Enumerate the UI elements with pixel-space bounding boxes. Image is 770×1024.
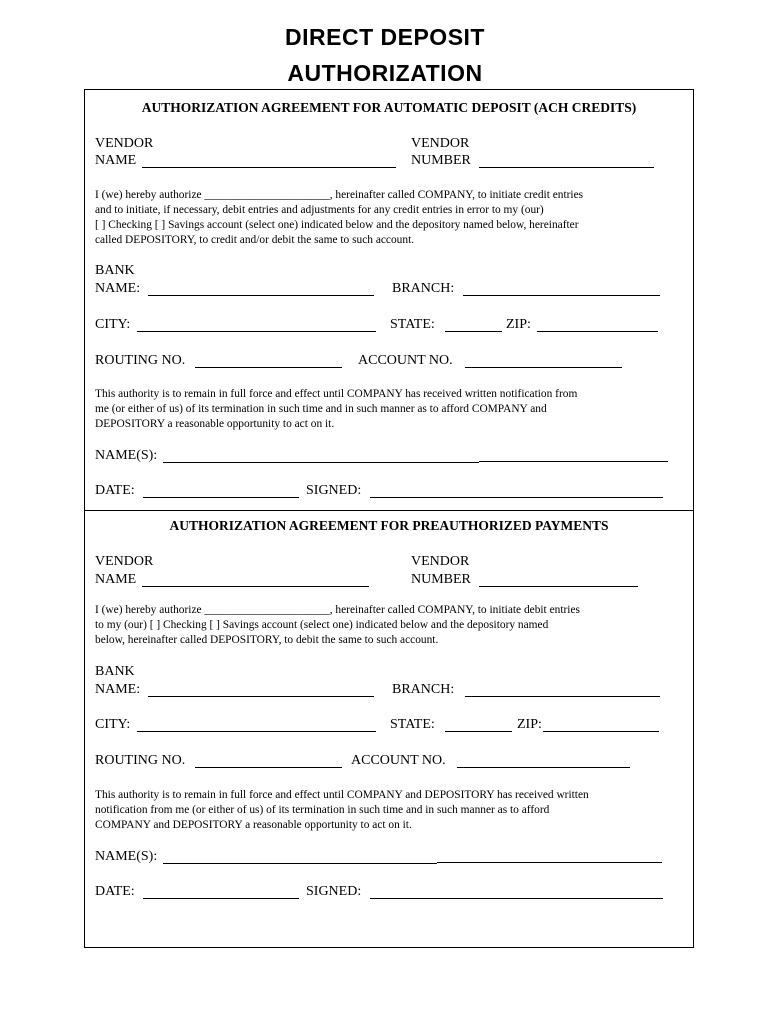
authorization-paragraph-line: I (we) hereby authorize ______________________, hereinafter called COMPANY, to initiate credit entries xyxy=(95,189,584,201)
routing-number-field[interactable] xyxy=(195,367,342,368)
bank-label: BANK xyxy=(95,263,135,278)
date-field[interactable] xyxy=(143,898,299,899)
authority-paragraph-line: This authority is to remain in full force and effect until COMPANY has received written notification from xyxy=(95,388,578,400)
authority-paragraph-line: This authority is to remain in full force and effect until COMPANY and DEPOSITORY has received written xyxy=(95,789,589,801)
ach-credits-section xyxy=(84,89,694,511)
vendor-label: VENDOR xyxy=(95,136,154,151)
zip-field[interactable] xyxy=(543,731,659,732)
account-number-label: ACCOUNT NO. xyxy=(358,353,453,368)
vendor-number-label: NUMBER xyxy=(411,572,471,587)
branch-field[interactable] xyxy=(465,696,660,697)
authorization-paragraph-line: I (we) hereby authorize ______________________, hereinafter called COMPANY, to initiate debit entries xyxy=(95,604,580,616)
preauthorized-payments-section xyxy=(84,510,694,948)
bank-name-label: NAME: xyxy=(95,682,141,697)
city-field[interactable] xyxy=(137,731,376,732)
vendor-label: VENDOR xyxy=(95,554,154,569)
vendor-number-field[interactable] xyxy=(479,167,654,168)
page-title-line1: DIRECT DEPOSIT xyxy=(285,24,485,50)
authority-paragraph-line: DEPOSITORY a reasonable opportunity to act on it. xyxy=(95,418,335,430)
signature-field[interactable] xyxy=(370,898,663,899)
authorization-paragraph-line: [ ] Checking [ ] Savings account (select one) indicated below and the depository named below, hereinafter xyxy=(95,219,579,231)
state-label: STATE: xyxy=(390,717,435,732)
authorization-paragraph-line: to my (our) [ ] Checking [ ] Savings account (select one) indicated below and the depository named xyxy=(95,619,549,631)
zip-label: ZIP: xyxy=(517,717,542,732)
state-label: STATE: xyxy=(390,317,435,332)
signed-label: SIGNED: xyxy=(306,884,362,899)
authority-paragraph-line: me (or either of us) of its termination in such time and in such manner as to afford COMPANY and xyxy=(95,403,547,415)
authorization-paragraph-line: and to initiate, if necessary, debit entries and adjustments for any credit entries in error to my (our) xyxy=(95,204,544,216)
date-field[interactable] xyxy=(143,497,299,498)
bank-name-label: NAME: xyxy=(95,281,141,296)
signature-field[interactable] xyxy=(370,497,663,498)
city-label: CITY: xyxy=(95,717,131,732)
page-title-line2: AUTHORIZATION xyxy=(287,60,483,86)
names-field-extension[interactable] xyxy=(437,862,662,863)
vendor-number-label-top: VENDOR xyxy=(411,136,470,151)
routing-number-field[interactable] xyxy=(195,767,342,768)
zip-label: ZIP: xyxy=(506,317,531,332)
names-label: NAME(S): xyxy=(95,448,158,463)
city-field[interactable] xyxy=(137,331,376,332)
authority-paragraph-line: COMPANY and DEPOSITORY a reasonable opportunity to act on it. xyxy=(95,819,412,831)
date-label: DATE: xyxy=(95,483,135,498)
names-field-extension[interactable] xyxy=(479,461,668,462)
date-label: DATE: xyxy=(95,884,135,899)
branch-label: BRANCH: xyxy=(392,281,455,296)
branch-field[interactable] xyxy=(463,295,660,296)
vendor-number-label-top: VENDOR xyxy=(411,554,470,569)
vendor-name-field[interactable] xyxy=(142,586,369,587)
authority-paragraph-line: notification from me (or either of us) of its termination in such time and in such manner as to afford xyxy=(95,804,550,816)
section-heading: AUTHORIZATION AGREEMENT FOR PREAUTHORIZED PAYMENTS xyxy=(169,518,609,533)
authorization-paragraph-line: below, hereinafter called DEPOSITORY, to debit the same to such account. xyxy=(95,634,439,646)
bank-name-field[interactable] xyxy=(148,295,374,296)
state-field[interactable] xyxy=(445,731,512,732)
section-heading: AUTHORIZATION AGREEMENT FOR AUTOMATIC DEPOSIT (ACH CREDITS) xyxy=(141,100,637,115)
signed-label: SIGNED: xyxy=(306,483,362,498)
names-field[interactable] xyxy=(163,863,437,864)
vendor-name-field[interactable] xyxy=(142,167,396,168)
bank-label: BANK xyxy=(95,664,135,679)
state-field[interactable] xyxy=(445,331,502,332)
names-label: NAME(S): xyxy=(95,849,158,864)
city-label: CITY: xyxy=(95,317,131,332)
authorization-paragraph-line: called DEPOSITORY, to credit and/or debit the same to such account. xyxy=(95,234,415,246)
account-number-field[interactable] xyxy=(465,367,622,368)
vendor-name-label: NAME xyxy=(95,572,137,587)
vendor-number-label: NUMBER xyxy=(411,153,471,168)
account-number-label: ACCOUNT NO. xyxy=(351,753,446,768)
routing-number-label: ROUTING NO. xyxy=(95,753,186,768)
names-field[interactable] xyxy=(163,462,479,463)
vendor-name-label: NAME xyxy=(95,153,137,168)
account-number-field[interactable] xyxy=(457,767,630,768)
routing-number-label: ROUTING NO. xyxy=(95,353,186,368)
branch-label: BRANCH: xyxy=(392,682,455,697)
zip-field[interactable] xyxy=(537,331,658,332)
vendor-number-field[interactable] xyxy=(479,586,638,587)
bank-name-field[interactable] xyxy=(148,696,374,697)
